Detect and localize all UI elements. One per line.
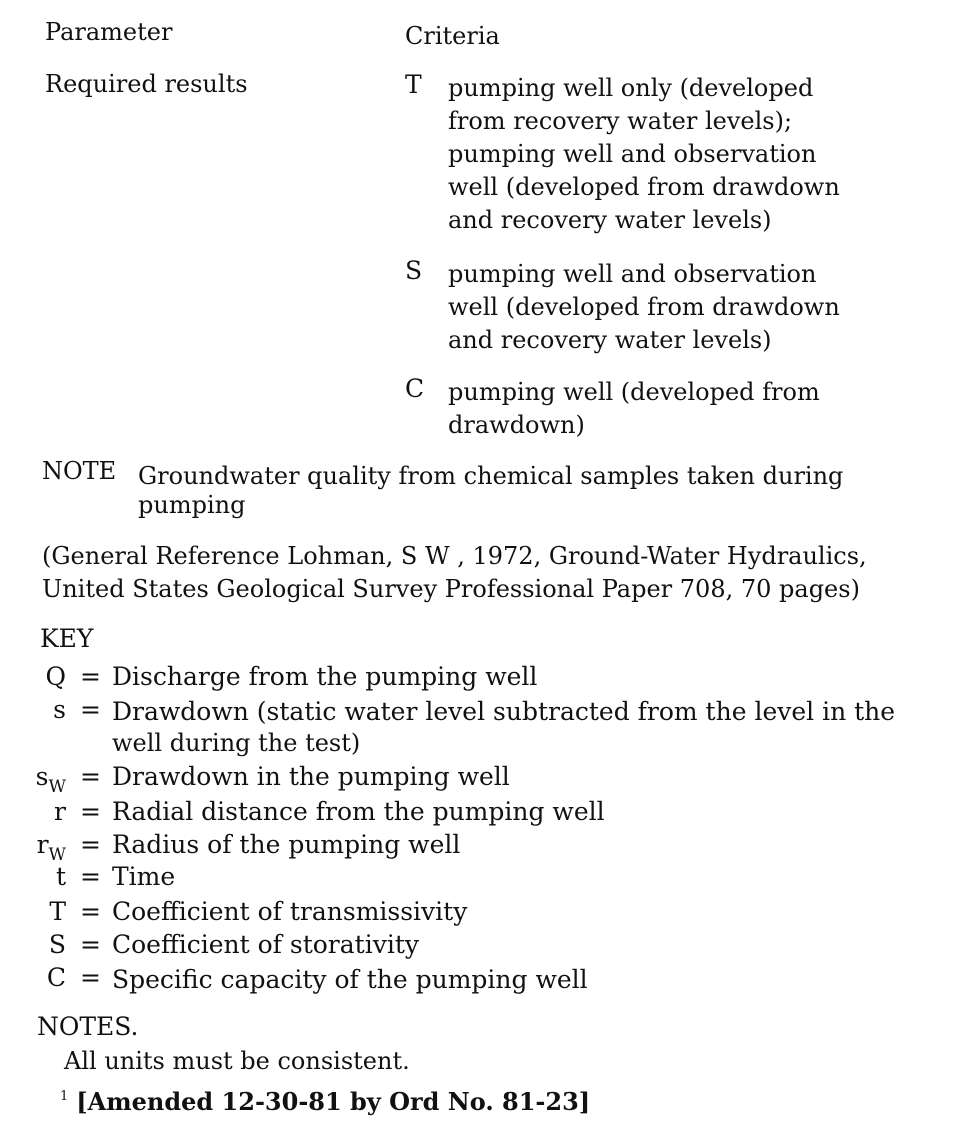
key-equals: = [80,862,101,891]
key-symbol: r [36,830,49,859]
required-results-label: Required results [45,70,248,98]
key-equals: = [80,963,101,992]
key-definition: Radial distance from the pumping well [112,797,605,826]
note-line: Groundwater quality from chemical samples taken during [138,462,844,490]
reference-line: United States Geological Survey Professional Paper 708, 70 pages) [42,575,860,603]
notes-title: NOTES. [37,1012,139,1041]
key-title: KEY [40,624,94,653]
criteria-header: Criteria [405,22,500,50]
key-symbol: s [35,762,49,791]
note-label: NOTE [42,457,117,485]
criteria-text-s [448,258,840,357]
key-symbol: T [49,897,66,926]
key-symbol-sub [2,760,66,797]
criteria-letter-c: C [405,374,425,403]
key-definition: Coefficient of transmissivity [112,897,468,926]
footnote-mark: 1 [60,1089,69,1104]
key-definition: Drawdown (static water level subtracted from the level in the [112,697,896,726]
key-subscript: W [48,777,66,797]
key-symbol: t [55,862,66,891]
criteria-line: and recovery water levels) [448,326,772,354]
criteria-text-t [448,72,840,237]
key-equals: = [80,797,101,826]
notes-line-units: All units must be consistent. [64,1047,410,1075]
parameter-header: Parameter [45,18,173,46]
key-equals: = [80,662,101,691]
key-definition: Specific capacity of the pumping well [112,965,588,994]
key-symbol: S [48,930,66,959]
criteria-text-c [448,376,820,442]
key-equals: = [80,762,101,791]
key-definition: Time [112,862,176,891]
key-symbol: Q [45,662,66,691]
reference-line: (General Reference Lohman, S W , 1972, Ground-Water Hydraulics, [42,542,867,570]
criteria-line: well (developed from drawdown [448,293,840,321]
criteria-line: drawdown) [448,411,585,439]
key-equals: = [80,930,101,959]
criteria-line: and recovery water levels) [448,206,772,234]
criteria-line: pumping well and observation [448,260,817,288]
general-reference [42,540,867,606]
note-line: pumping [138,491,246,519]
key-definition: Coefficient of storativity [112,930,419,959]
key-symbol: C [46,963,66,992]
key-definition: Drawdown in the pumping well [112,762,510,791]
amended-text: [Amended 12-30-81 by Ord No. 81-23] [76,1087,591,1116]
key-symbol: r [54,797,66,826]
key-equals: = [80,830,101,859]
key-equals: = [80,695,101,724]
criteria-letter-t: T [405,70,422,99]
notes-line-amended [60,1080,590,1118]
criteria-line: pumping well only (developed [448,74,814,102]
key-definition: Radius of the pumping well [112,830,461,859]
criteria-letter-s: S [405,256,423,285]
criteria-line: pumping well (developed from [448,378,820,406]
key-symbol: s [53,695,66,724]
criteria-line: well (developed from drawdown [448,173,840,201]
key-subscript: W [48,845,66,865]
criteria-line: pumping well and observation [448,140,817,168]
key-equals: = [80,897,101,926]
note-text [138,460,843,522]
key-definition-cont: well during the test) [112,729,361,757]
criteria-line: from recovery water levels); [448,107,793,135]
key-definition: Discharge from the pumping well [112,662,538,691]
